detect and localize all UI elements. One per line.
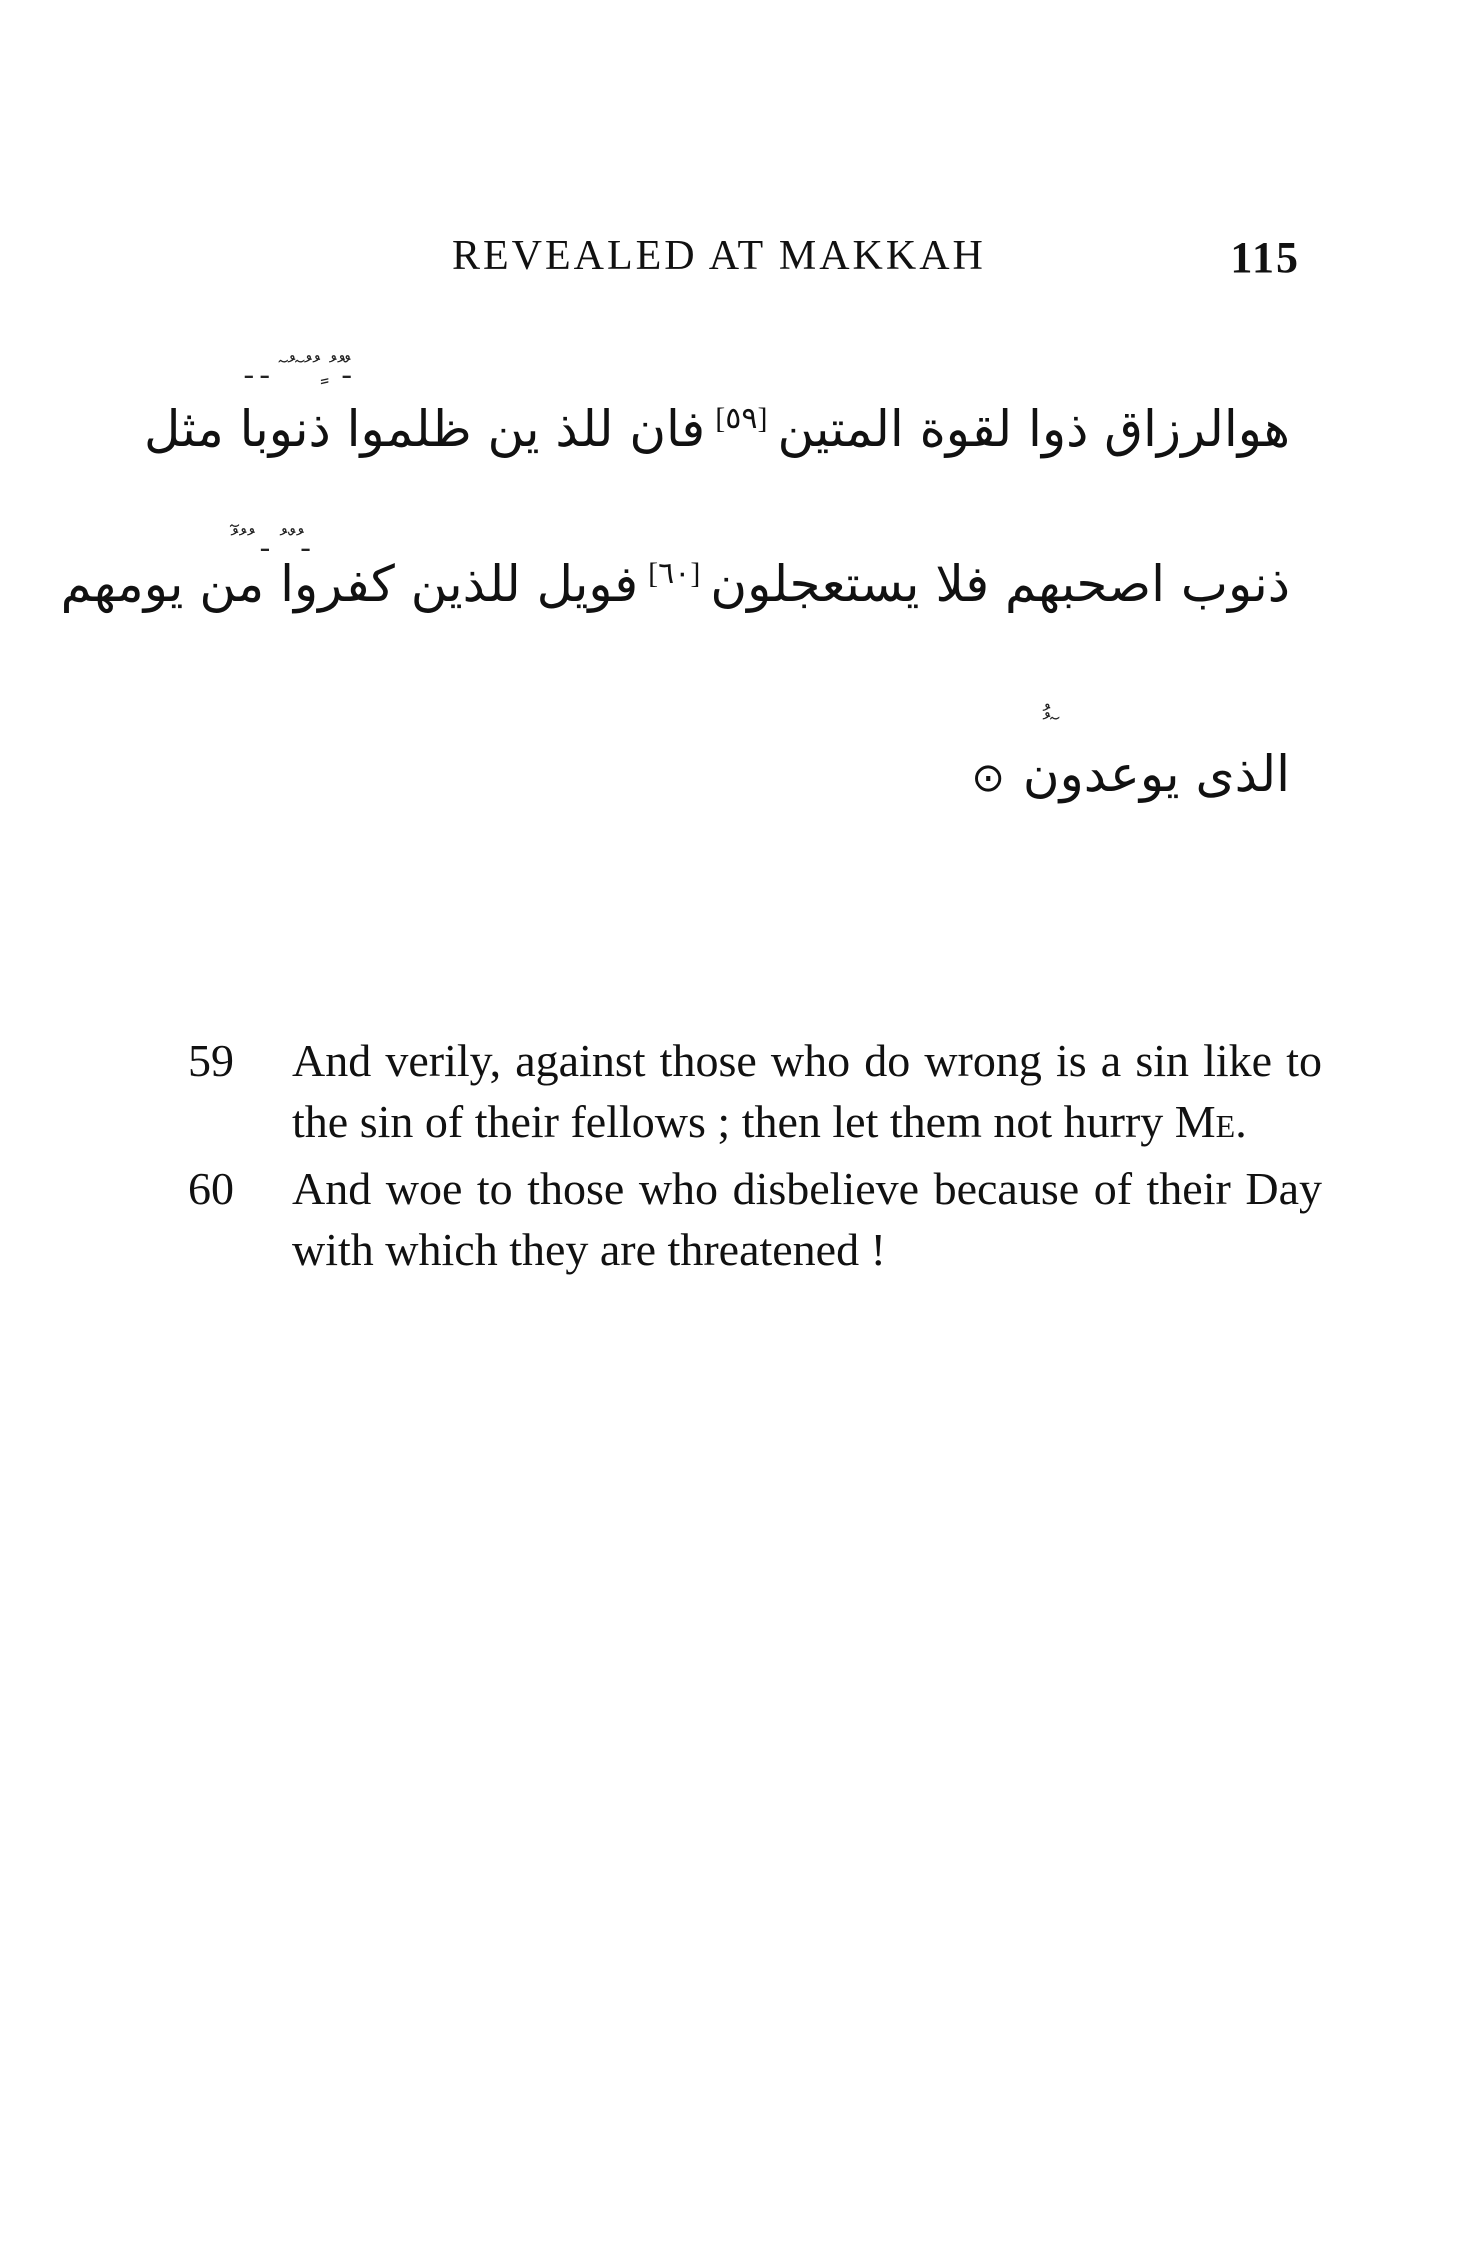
verse-end-icon: ⊙ bbox=[971, 755, 1005, 801]
page-header bbox=[440, 232, 1300, 292]
verse-text-body: And verily, against those who do wrong is a sin like to the sin of their fellows ; then let them not hurry bbox=[292, 1035, 1322, 1147]
arabic-line-2-part-b: فويل للذين كفروا من يومهم bbox=[60, 555, 639, 613]
arabic-line-1-part-b: فان للذ ين ظلموا ذنوبا مثل bbox=[143, 400, 706, 458]
verse-60 bbox=[0, 1158, 1470, 1280]
verse-text: And woe to those who disbelieve because of their Day with which they are threatened ! bbox=[292, 1163, 1322, 1275]
arabic-line-1 bbox=[143, 400, 1290, 458]
arabic-line-2 bbox=[60, 555, 1290, 613]
translation bbox=[0, 1030, 1470, 1280]
arabic-line-3 bbox=[690, 745, 1290, 803]
arabic-line-3-text: الذى يوعدون bbox=[1022, 745, 1290, 803]
verse-59 bbox=[0, 1030, 1470, 1152]
page-number: 115 bbox=[1230, 233, 1300, 282]
verse-marker-60: [٦٠] bbox=[648, 557, 701, 591]
vowel-marks: ُ ُ ٓ bbox=[1040, 712, 1057, 742]
running-title: REVEALED AT MAKKAH bbox=[452, 233, 986, 279]
verse-text-end: Me. bbox=[1174, 1096, 1247, 1147]
verse-text bbox=[292, 1030, 1322, 1152]
verse-number: 60 bbox=[188, 1163, 234, 1214]
vowel-marks: ُ ٓ ُ ُ ـ ُ ٌ ُ ـ bbox=[228, 528, 310, 558]
arabic-line-2-part-a: ذنوب اصحبهم فلا يستعجلون bbox=[710, 555, 1290, 613]
arabic-line-1-part-a: هوالرزاق ذوا لقوة المتين bbox=[777, 400, 1290, 458]
vowel-marks: ـ‌ٌ ُ ُ ٍ ُ ُ ٓ ُ ٓ ـ ـ bbox=[245, 355, 351, 385]
verse-marker-59: [٥٩] bbox=[715, 402, 768, 436]
verse-number: 59 bbox=[188, 1035, 234, 1086]
